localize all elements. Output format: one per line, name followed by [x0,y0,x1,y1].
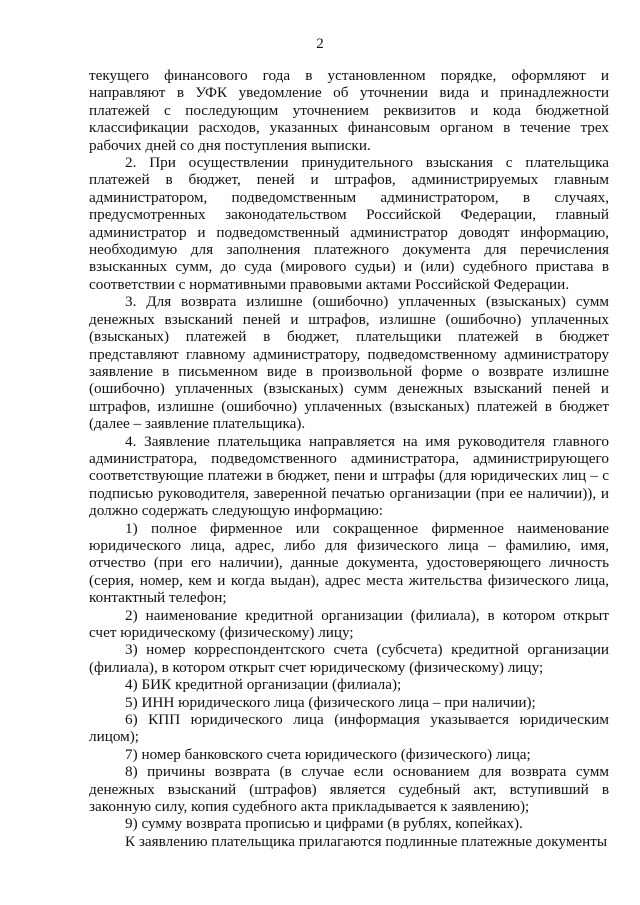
list-item-9: 9) сумму возврата прописью и цифрами (в рублях, копейках). [125,815,523,833]
list-item-2: 2) наименование кредитной организации (филиала), в котором открыт счет юридическому (физическому) лицу; [89,606,609,641]
list-item-8: 8) причины возврата (в случае если основанием для возврата сумм денежных взысканий (штрафов) является судебный акт, вступивший в законную силу, копия судебного акта прикладывается к заявлению); [89,763,609,816]
paragraph-clause-4: 4. Заявление плательщика направляется на имя руководителя главного администратора, подведомственного администратора, администрирующего соответствующие платежи в бюджет, пени и штрафы (для юридических лиц – с подписью руководителя, заверенной печатью организации (при ее наличии)), и должно содержать следующую информацию: [89,432,609,520]
paragraph-attachments: К заявлению плательщика прилагаются подлинные платежные документы [125,832,608,850]
list-item-7: 7) номер банковского счета юридического (физического) лица; [125,745,531,763]
document-body [89,67,609,850]
list-item-6: 6) КПП юридического лица (информация указывается юридическим лицом); [89,711,609,746]
page-number: 2 [316,36,324,52]
list-item-4: 4) БИК кредитной организации (филиала); [125,676,402,694]
paragraph-clause-3: 3. Для возврата излишне (ошибочно) уплаченных (взысканых) сумм денежных взысканий пеней и штрафов, излишне (ошибочно) уплаченных (взысканых) платежей в бюджет, плательщики платежей в бюджет представляют главному администратору, подведомственному администратору заявление в письменном виде в произвольной форме о возврате излишне (ошибочно) уплаченных (взысканых) сумм денежных взысканий пеней и штрафов, излишне (ошибочно) уплаченных (взысканых) платежей в бюджет (далее – заявление плательщика). [89,293,609,433]
list-item-1: 1) полное фирменное или сокращенное фирменное наименование юридического лица, адрес, либо для физического лица – фамилию, имя, отчество (при его наличии), данные документа, удостоверяющего личность (серия, номер, кем и когда выдан), адрес места жительства физического лица, контактный телефон; [89,519,609,607]
list-item-5: 5) ИНН юридического лица (физического лица – при наличии); [125,693,536,711]
list-item-3: 3) номер корреспондентского счета (субсчета) кредитной организации (филиала), в котором открыт счет юридическому (физическому) лицу; [89,641,609,676]
paragraph-clause-2: 2. При осуществлении принудительного взыскания с плательщика платежей в бюджет, пеней и штрафов, администрируемых главным администратором, подведомственным администратором, в случаях, предусмотренных законодательством Российской Федерации, главный администратор и подведомственный администратор доводят информацию, необходимую для заполнения платежного документа для перечисления взысканных сумм, до суда (мирового судьи) и (или) судебного пристава в соответствии с нормативными правовыми актами Российской Федерации. [89,154,609,293]
paragraph-continuation: текущего финансового года в установленном порядке, оформляют и направляют в УФК уведомление об уточнении вида и принадлежности платежей с последующим уточнением реквизитов и кода бюджетной классификации расходов, указанных финансовым органом в течение трех рабочих дней со дня поступления выписки. [89,67,609,154]
